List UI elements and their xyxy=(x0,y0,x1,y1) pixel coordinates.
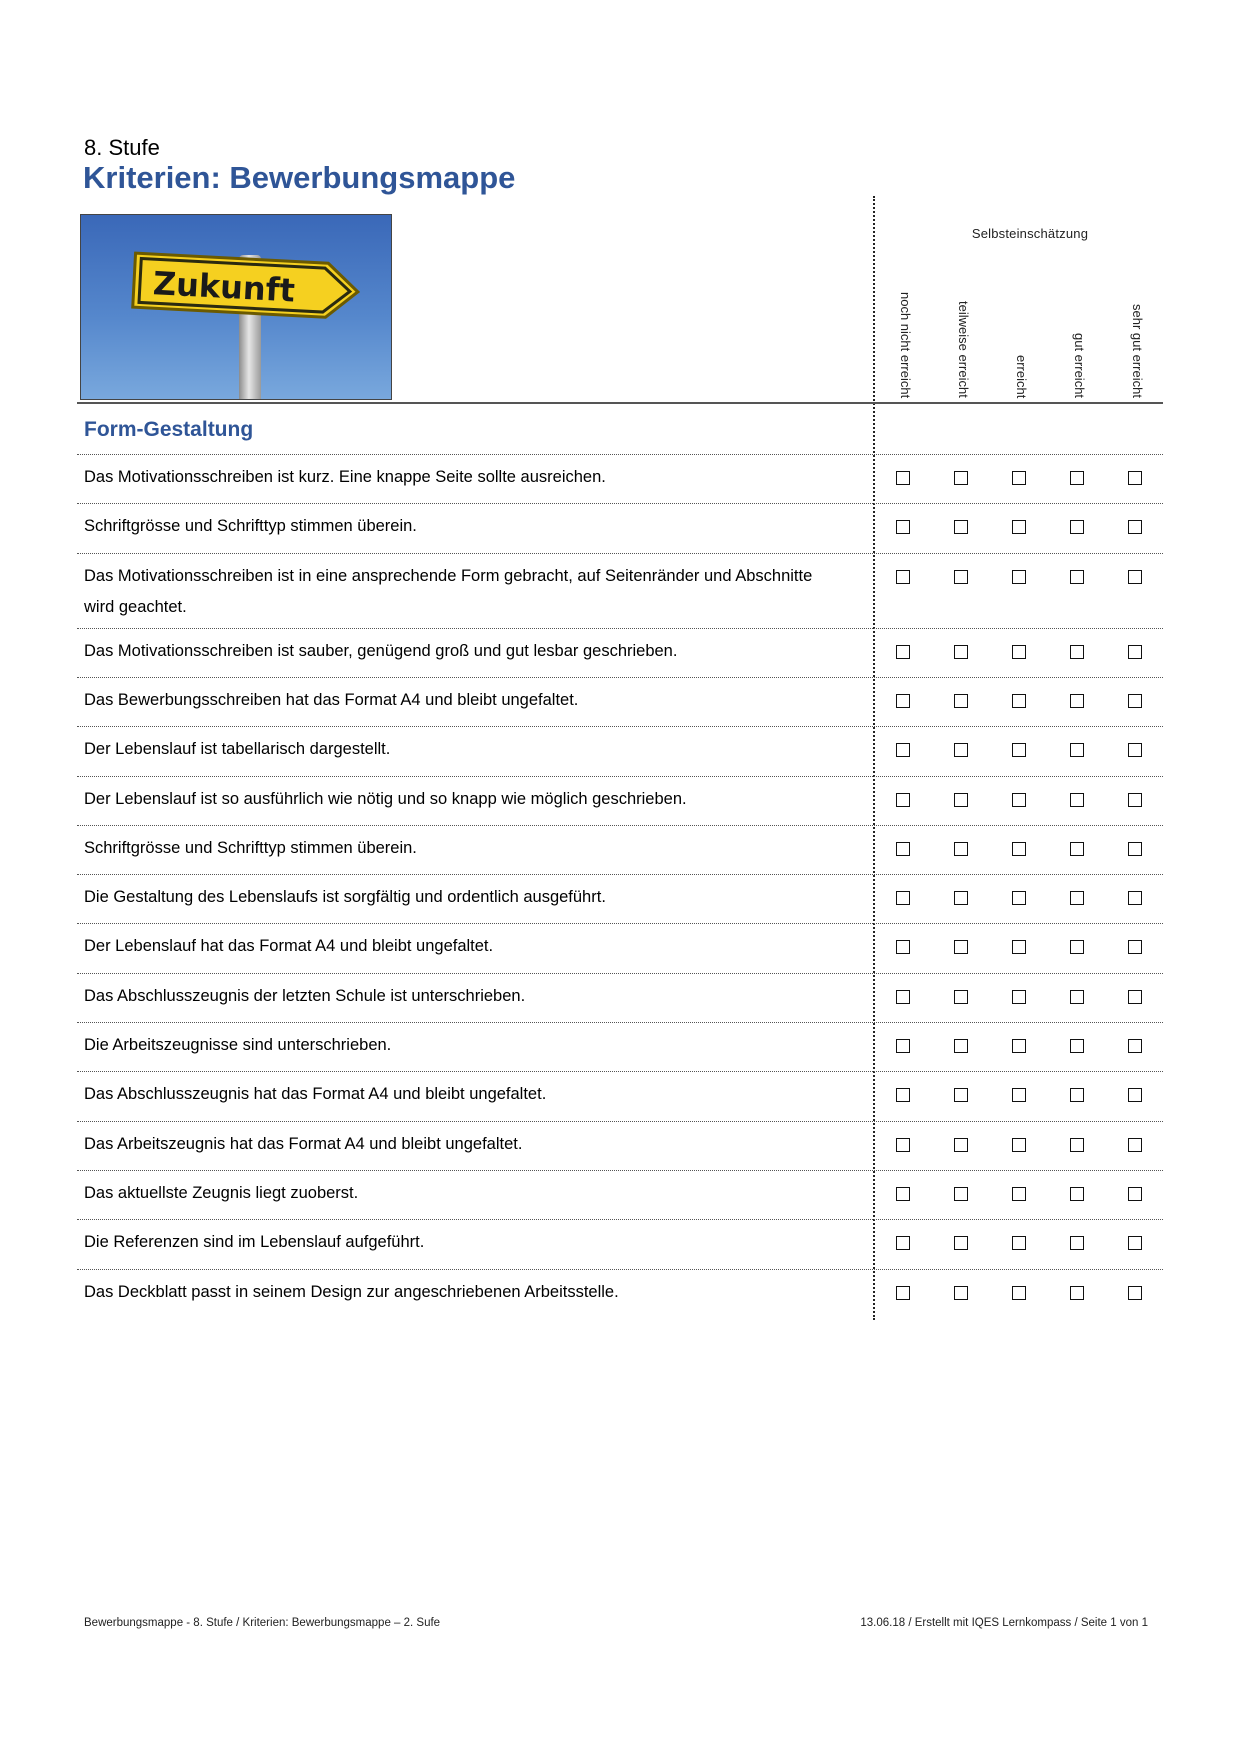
row-divider xyxy=(77,553,1163,554)
rating-checkbox-1[interactable] xyxy=(896,1187,910,1201)
criterion-text: Die Gestaltung des Lebenslaufs ist sorgfältig und ordentlich ausgeführt. xyxy=(84,888,606,907)
rating-checkbox-2[interactable] xyxy=(954,1236,968,1250)
footer-right: 13.06.18 / Erstellt mit IQES Lernkompass / Seite 1 von 1 xyxy=(860,1617,1148,1629)
rating-checkbox-1[interactable] xyxy=(896,990,910,1004)
criterion-text: Das Motivationsschreiben ist kurz. Eine knappe Seite sollte ausreichen. xyxy=(84,468,606,486)
rating-checkbox-1[interactable] xyxy=(896,1236,910,1250)
row-divider xyxy=(77,454,1163,455)
rating-checkbox-5[interactable] xyxy=(1128,1039,1142,1053)
row-divider xyxy=(77,825,1163,826)
criterion-text: Schriftgrösse und Schrifttyp stimmen überein. xyxy=(84,517,417,536)
row-divider xyxy=(77,874,1163,875)
rating-heading: Selbsteinschätzung xyxy=(971,226,1089,241)
rating-checkbox-3[interactable] xyxy=(1012,1236,1026,1250)
rating-checkbox-5[interactable] xyxy=(1128,520,1142,534)
rating-checkbox-4[interactable] xyxy=(1070,793,1084,807)
rating-checkbox-1[interactable] xyxy=(896,1039,910,1053)
criterion-text: Das aktuellste Zeugnis liegt zuoberst. xyxy=(84,1183,359,1202)
criterion-text: Der Lebenslauf ist so ausführlich wie nötig und so knapp wie möglich geschrieben. xyxy=(84,789,687,808)
rating-checkbox-1[interactable] xyxy=(896,743,910,757)
rating-checkbox-2[interactable] xyxy=(954,520,968,534)
rating-checkbox-5[interactable] xyxy=(1128,793,1142,807)
rating-checkbox-4[interactable] xyxy=(1070,842,1084,856)
rating-checkbox-2[interactable] xyxy=(954,1039,968,1053)
rating-checkbox-1[interactable] xyxy=(896,891,910,905)
section-title: Form-Gestaltung xyxy=(84,418,254,441)
sign-text: Zukunft xyxy=(152,264,296,310)
criterion-text: Das Abschlusszeugnis der letzten Schule ist unterschrieben. xyxy=(84,986,526,1005)
rating-checkbox-5[interactable] xyxy=(1128,743,1142,757)
rating-checkbox-2[interactable] xyxy=(954,694,968,708)
criterion-text: Der Lebenslauf ist tabellarisch dargestellt. xyxy=(84,740,391,759)
rating-checkbox-4[interactable] xyxy=(1070,1039,1084,1053)
rating-checkbox-2[interactable] xyxy=(954,471,968,485)
row-divider xyxy=(77,1170,1163,1171)
rating-checkbox-2[interactable] xyxy=(954,891,968,905)
row-divider xyxy=(77,1219,1163,1220)
footer-left: Bewerbungsmappe - 8. Stufe / Kriterien: Bewerbungsmappe – 2. Sufe xyxy=(84,1617,441,1629)
page-title: Kriterien: Bewerbungsmappe xyxy=(83,160,516,195)
rating-checkbox-1[interactable] xyxy=(896,940,910,954)
future-sign-image xyxy=(80,214,392,400)
direction-sign xyxy=(130,249,363,323)
rating-checkbox-2[interactable] xyxy=(954,570,968,584)
scale-label-1: noch nicht erreicht xyxy=(898,291,913,398)
row-divider xyxy=(77,726,1163,727)
criterion-text: Das Motivationsschreiben ist in eine ansprechende Form gebracht, auf Seitenränder und Abschnitte wird geachtet. xyxy=(84,566,813,616)
rating-checkbox-1[interactable] xyxy=(896,1138,910,1152)
rating-checkbox-3[interactable] xyxy=(1012,940,1026,954)
rating-checkbox-2[interactable] xyxy=(954,1286,968,1300)
row-divider xyxy=(77,776,1163,777)
rating-checkbox-4[interactable] xyxy=(1070,1138,1084,1152)
criterion-text: Das Motivationsschreiben ist sauber, genügend groß und gut lesbar geschrieben. xyxy=(84,641,678,660)
rating-checkbox-3[interactable] xyxy=(1012,645,1026,659)
rating-checkbox-5[interactable] xyxy=(1128,1187,1142,1201)
scale-label-4: gut erreicht xyxy=(1072,332,1087,398)
rating-checkbox-2[interactable] xyxy=(954,842,968,856)
row-divider xyxy=(77,973,1163,974)
rating-checkbox-4[interactable] xyxy=(1070,520,1084,534)
rating-checkbox-1[interactable] xyxy=(896,694,910,708)
criterion-text: Das Abschlusszeugnis hat das Format A4 und bleibt ungefaltet. xyxy=(84,1085,547,1104)
rating-checkbox-2[interactable] xyxy=(954,1138,968,1152)
rating-checkbox-4[interactable] xyxy=(1070,694,1084,708)
rating-checkbox-1[interactable] xyxy=(896,842,910,856)
rating-checkbox-5[interactable] xyxy=(1128,1088,1142,1102)
rating-checkbox-2[interactable] xyxy=(954,1088,968,1102)
criterion-text: Schriftgrösse und Schrifttyp stimmen überein. xyxy=(84,838,417,857)
rating-checkbox-4[interactable] xyxy=(1070,743,1084,757)
rating-checkbox-2[interactable] xyxy=(954,645,968,659)
rating-checkbox-3[interactable] xyxy=(1012,743,1026,757)
rating-checkbox-3[interactable] xyxy=(1012,520,1026,534)
rating-checkbox-2[interactable] xyxy=(954,1187,968,1201)
rating-checkbox-3[interactable] xyxy=(1012,842,1026,856)
rating-checkbox-3[interactable] xyxy=(1012,793,1026,807)
rating-checkbox-2[interactable] xyxy=(954,990,968,1004)
rating-checkbox-4[interactable] xyxy=(1070,940,1084,954)
rating-checkbox-3[interactable] xyxy=(1012,1039,1026,1053)
scale-label-3: erreicht xyxy=(1014,354,1029,398)
rating-checkbox-5[interactable] xyxy=(1128,570,1142,584)
criterion-text: Das Bewerbungsschreiben hat das Format A4 und bleibt ungefaltet. xyxy=(84,690,579,709)
level-label: 8. Stufe xyxy=(84,135,160,160)
rating-checkbox-4[interactable] xyxy=(1070,990,1084,1004)
rating-checkbox-5[interactable] xyxy=(1128,471,1142,485)
rating-checkbox-3[interactable] xyxy=(1012,990,1026,1004)
rating-checkbox-1[interactable] xyxy=(896,1088,910,1102)
rating-checkbox-4[interactable] xyxy=(1070,1286,1084,1300)
rating-checkbox-3[interactable] xyxy=(1012,891,1026,905)
rating-checkbox-4[interactable] xyxy=(1070,471,1084,485)
rating-checkbox-3[interactable] xyxy=(1012,570,1026,584)
row-divider xyxy=(77,503,1163,504)
row-divider xyxy=(77,677,1163,678)
criterion-text: Die Arbeitszeugnisse sind unterschrieben. xyxy=(84,1036,392,1054)
rating-checkbox-4[interactable] xyxy=(1070,891,1084,905)
rating-column-divider xyxy=(873,196,875,1320)
rating-checkbox-5[interactable] xyxy=(1128,842,1142,856)
rating-checkbox-5[interactable] xyxy=(1128,1236,1142,1250)
rating-checkbox-3[interactable] xyxy=(1012,1286,1026,1300)
rating-checkbox-1[interactable] xyxy=(896,1286,910,1300)
rating-checkbox-4[interactable] xyxy=(1070,570,1084,584)
criterion-text: Der Lebenslauf hat das Format A4 und bleibt ungefaltet. xyxy=(84,937,494,956)
rating-checkbox-1[interactable] xyxy=(896,793,910,807)
scale-label-2: teilweise erreicht xyxy=(956,301,971,398)
rating-checkbox-5[interactable] xyxy=(1128,940,1142,954)
row-divider xyxy=(77,1071,1163,1072)
rating-checkbox-3[interactable] xyxy=(1012,694,1026,708)
rating-checkbox-3[interactable] xyxy=(1012,1187,1026,1201)
rating-checkbox-1[interactable] xyxy=(896,471,910,485)
rating-checkbox-4[interactable] xyxy=(1070,1187,1084,1201)
rating-checkbox-4[interactable] xyxy=(1070,1236,1084,1250)
row-divider xyxy=(77,628,1163,629)
row-divider xyxy=(77,1269,1163,1270)
criterion-text: Die Referenzen sind im Lebenslauf aufgeführt. xyxy=(84,1233,425,1252)
header-divider xyxy=(77,402,1163,404)
rating-checkbox-1[interactable] xyxy=(896,645,910,659)
rating-checkbox-1[interactable] xyxy=(896,520,910,534)
row-divider xyxy=(77,923,1163,924)
rating-checkbox-2[interactable] xyxy=(954,793,968,807)
rating-checkbox-5[interactable] xyxy=(1128,645,1142,659)
scale-label-5: sehr gut erreicht xyxy=(1130,304,1145,398)
rating-checkbox-5[interactable] xyxy=(1128,694,1142,708)
rating-checkbox-5[interactable] xyxy=(1128,891,1142,905)
rating-checkbox-3[interactable] xyxy=(1012,471,1026,485)
row-divider xyxy=(77,1121,1163,1122)
rating-checkbox-4[interactable] xyxy=(1070,645,1084,659)
rating-checkbox-3[interactable] xyxy=(1012,1088,1026,1102)
rating-checkbox-4[interactable] xyxy=(1070,1088,1084,1102)
rating-checkbox-2[interactable] xyxy=(954,743,968,757)
rating-checkbox-2[interactable] xyxy=(954,940,968,954)
rating-checkbox-1[interactable] xyxy=(896,570,910,584)
row-divider xyxy=(77,1022,1163,1023)
rating-checkbox-5[interactable] xyxy=(1128,990,1142,1004)
rating-checkbox-3[interactable] xyxy=(1012,1138,1026,1152)
rating-checkbox-5[interactable] xyxy=(1128,1138,1142,1152)
criterion-text: Das Arbeitszeugnis hat das Format A4 und bleibt ungefaltet. xyxy=(84,1134,523,1153)
rating-checkbox-5[interactable] xyxy=(1128,1286,1142,1300)
criterion-text: Das Deckblatt passt in seinem Design zur angeschriebenen Arbeitsstelle. xyxy=(84,1282,619,1301)
